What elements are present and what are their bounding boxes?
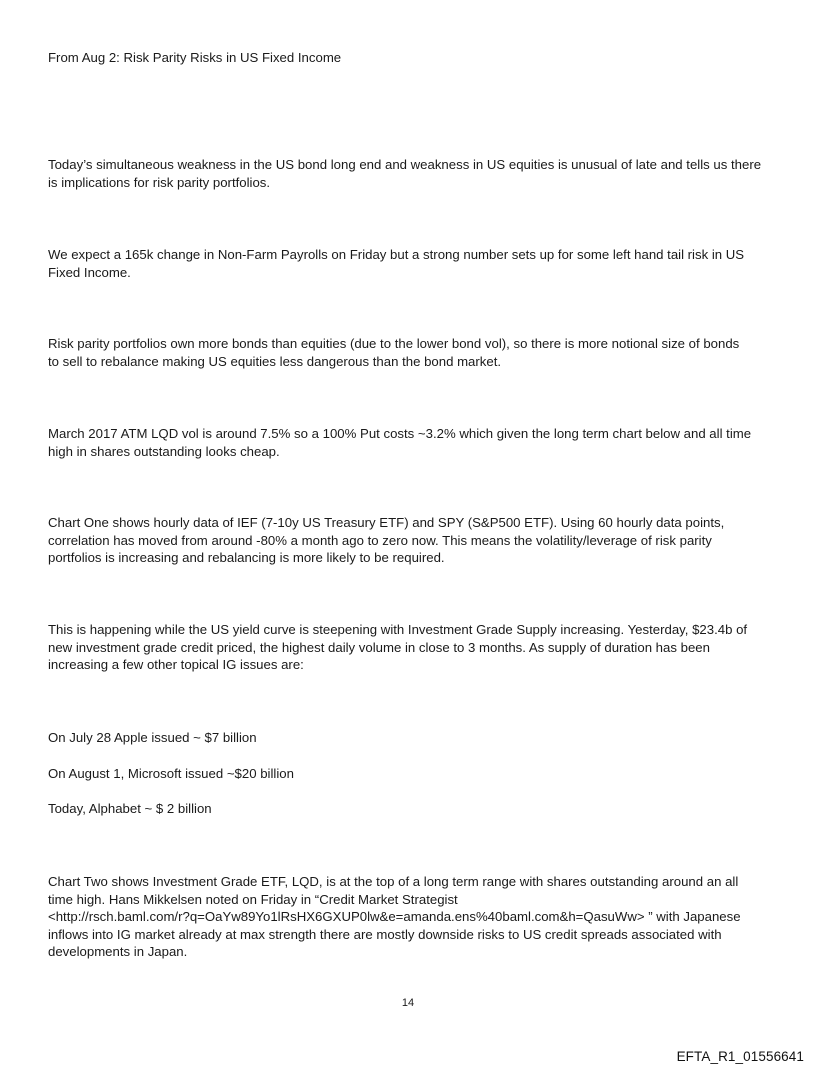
list-item: Today, Alphabet ~ $ 2 billion <box>48 801 212 816</box>
document-id: EFTA_R1_01556641 <box>676 1049 804 1064</box>
paragraph-chart-two: Chart Two shows Investment Grade ETF, LQD, is at the top of a long term range with shares outstanding around an all time high. Hans Mikkelsen noted on Friday in “Credit Market Strategist <http://rsch.baml.com/r?q=OaYw89Yo1lRsHX6GXUP0lw&e=amanda.ens%40baml.com&h=QasuWw> ” with Japanese inflows into IG market already at max strength there are mostly downside risks to US credit spreads associated with developments in Japan. <box>48 874 741 959</box>
page-number: 14 <box>401 997 415 1009</box>
document-title: From Aug 2: Risk Parity Risks in US Fixed Income <box>48 50 342 65</box>
paragraph-bond-weakness: Today’s simultaneous weakness in the US bond long end and weakness in US equities is unusual of late and tells us there is implications for risk parity portfolios. <box>48 157 762 190</box>
paragraph-nonfarm-payrolls: We expect a 165k change in Non-Farm Payrolls on Friday but a strong number sets up for some left hand tail risk in US Fixed Income. <box>48 247 745 280</box>
paragraph-chart-one: Chart One shows hourly data of IEF (7-10y US Treasury ETF) and SPY (S&P500 ETF). Using 60 hourly data points, correlation has moved from around -80% a month ago to zero now. This means the volatility/leverage of risk parity portfolios is increasing and rebalancing is more likely to be required. <box>48 515 725 565</box>
list-item: On August 1, Microsoft issued ~$20 billion <box>48 766 294 781</box>
paragraph-yield-curve: This is happening while the US yield curve is steepening with Investment Grade Supply increasing. Yesterday, $23.4b of new investment grade credit priced, the highest daily volume in close to 3 months. As supply of duration has been increasing a few other topical IG issues are: <box>48 622 748 672</box>
list-item: On July 28 Apple issued ~ $7 billion <box>48 730 257 745</box>
paragraph-risk-parity: Risk parity portfolios own more bonds than equities (due to the lower bond vol), so there is more notional size of bonds to sell to rebalance making US equities less dangerous than the bond market. <box>48 336 740 369</box>
paragraph-lqd-vol: March 2017 ATM LQD vol is around 7.5% so a 100% Put costs ~3.2% which given the long term chart below and all time high in shares outstanding looks cheap. <box>48 426 752 459</box>
